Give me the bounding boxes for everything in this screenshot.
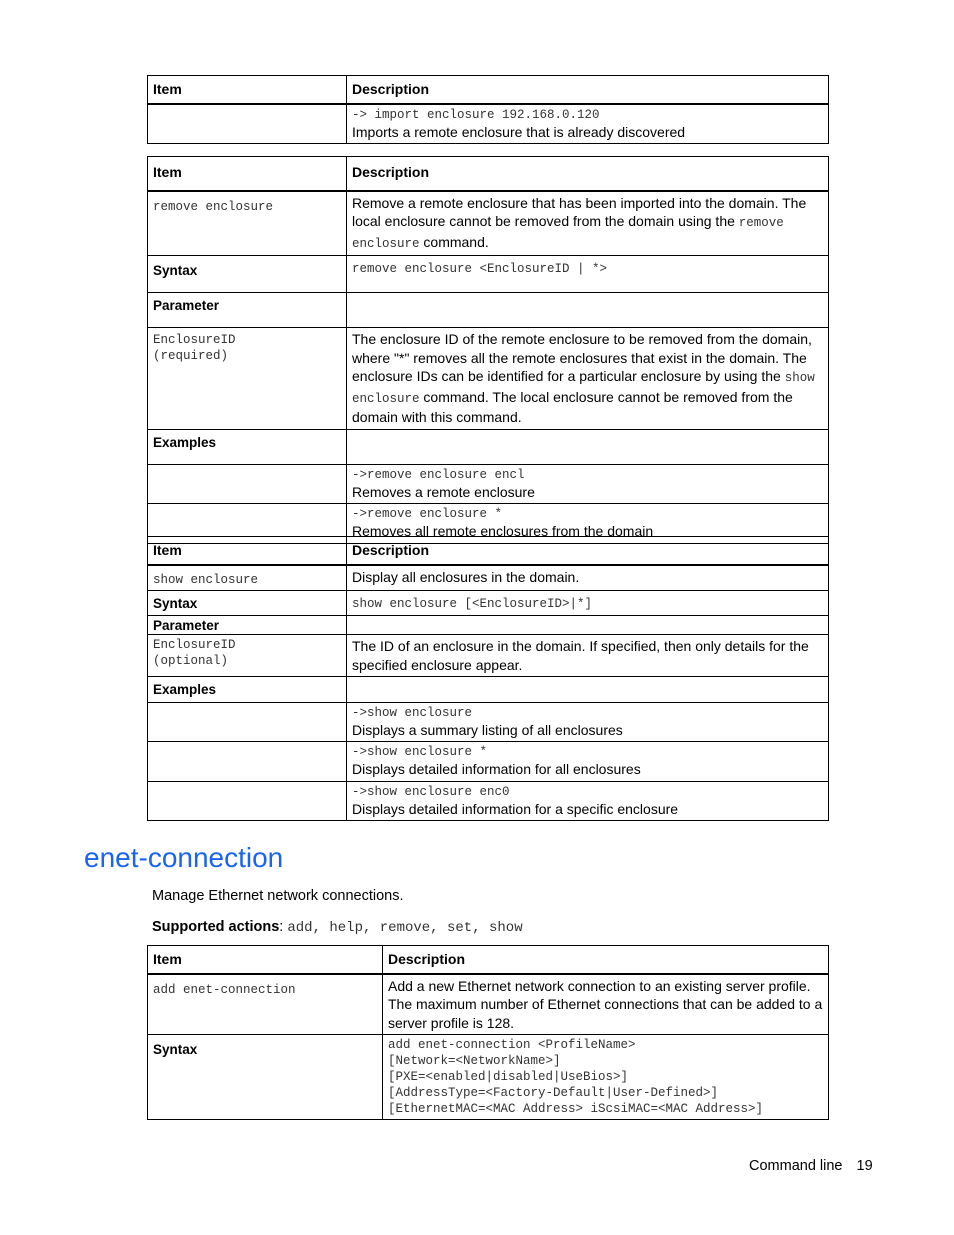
table-row [148,590,829,616]
example-description: Imports a remote enclosure that is already discovered [352,123,686,140]
example-command: ->show enclosure enc0 [352,784,510,799]
section-title: enet-connection [84,842,284,873]
table-row [148,104,829,144]
example-command: ->remove enclosure encl [352,467,525,482]
header-item: Item [148,157,347,191]
table-row [148,616,829,635]
example-command: ->show enclosure [352,705,473,720]
example-description: Displays detailed information for all enclosures [352,761,641,777]
parameter-label: Parameter [148,616,347,635]
table-row [148,781,829,821]
header-description: Description [347,537,829,565]
table-row [148,974,829,1035]
syntax-label: Syntax [148,590,347,616]
syntax-line: [EthernetMAC=<MAC Address> iScsiMAC=<MAC Address>] [388,1102,764,1116]
header-description: Description [347,157,829,191]
syntax-text: show enclosure [<EnclosureID>|*] [352,596,593,611]
examples-label: Examples [148,677,347,703]
add-enet-connection-table [147,945,829,1120]
footer-label: Command line [749,1158,843,1174]
table-row [148,293,829,328]
command-description: Display all enclosures in the domain. [347,565,829,591]
table-row [148,256,829,293]
example-command: ->remove enclosure * [352,507,503,521]
table-row [148,702,829,742]
table-row [148,565,829,591]
show-enclosure-table [147,536,829,821]
command-name: add enet-connection [153,982,296,997]
section-intro: Manage Ethernet network connections. [152,888,404,904]
example-description: Removes all remote enclosures from the domain [352,523,654,539]
import-enclosure-table [147,75,829,144]
table-header-row [148,537,829,565]
header-item: Item [148,537,347,565]
parameter-name: EnclosureID [153,638,236,652]
table-row [148,677,829,703]
table-header-row [148,157,829,191]
header-item: Item [148,76,347,104]
parameter-description: The ID of an enclosure in the domain. If specified, then only details for the specified enclosure appear. [347,635,829,677]
table-row [148,429,829,464]
command-name: show enclosure [153,572,259,587]
table-row [148,464,829,504]
syntax-text: remove enclosure <EnclosureID | *> [352,262,608,276]
table-row: EnclosureID (optional) The ID of an enclosure in the domain. If specified, then only details for the specified enclosure appear. [148,635,829,677]
parameter-name: EnclosureID [153,333,236,347]
supported-actions-label: Supported actions [152,919,280,935]
table-header-row [148,76,829,104]
table-row: remove enclosure Remove a remote enclosure that has been imported into the domain. The local enclosure cannot be removed from the domain using the remove enclosure command. [148,191,829,256]
header-item: Item [148,946,383,974]
example-description: Displays detailed information for a specific enclosure [352,800,679,817]
table-row [148,742,829,782]
example-description: Removes a remote enclosure [352,483,535,500]
examples-label: Examples [148,429,347,464]
remove-enclosure-table [147,156,829,544]
supported-actions: Supported actions: add, help, remove, set, show [152,919,523,936]
command-description: Add a new Ethernet network connection to an existing server profile. The maximum number of Ethernet connections that can be added to a server profile is 128. [383,974,829,1035]
table-row [148,1035,829,1120]
example-command: ->show enclosure * [352,745,488,759]
syntax-line: [Network=<NetworkName>] [388,1054,561,1068]
page-footer [749,1158,873,1174]
header-description: Description [347,76,829,104]
syntax-label: Syntax [148,256,347,293]
header-description: Description [383,946,829,974]
command-name: remove enclosure [153,199,274,214]
table-row: EnclosureID (required) The enclosure ID of the remote enclosure to be removed from the domain, where "*" removes all the remote enclosures that exist in the domain. The enclosure IDs can be identified for a particular enclosure by using the show enclosure command. The local enclosure cannot be removed from the domain with this command. [148,328,829,430]
table-header-row [148,946,829,974]
syntax-line: [PXE=<enabled|disabled|UseBios>] [388,1070,629,1084]
example-description: Displays a summary listing of all enclosures [352,721,623,738]
parameter-label: Parameter [148,293,347,328]
supported-actions-values: add, help, remove, set, show [287,920,523,936]
syntax-line: [AddressType=<Factory-Default|User-Defined>] [388,1086,719,1100]
page-number: 19 [856,1158,873,1174]
example-command: -> import enclosure 192.168.0.120 [352,107,600,122]
syntax-line: add enet-connection <ProfileName> [388,1038,636,1052]
syntax-label: Syntax [148,1035,383,1120]
